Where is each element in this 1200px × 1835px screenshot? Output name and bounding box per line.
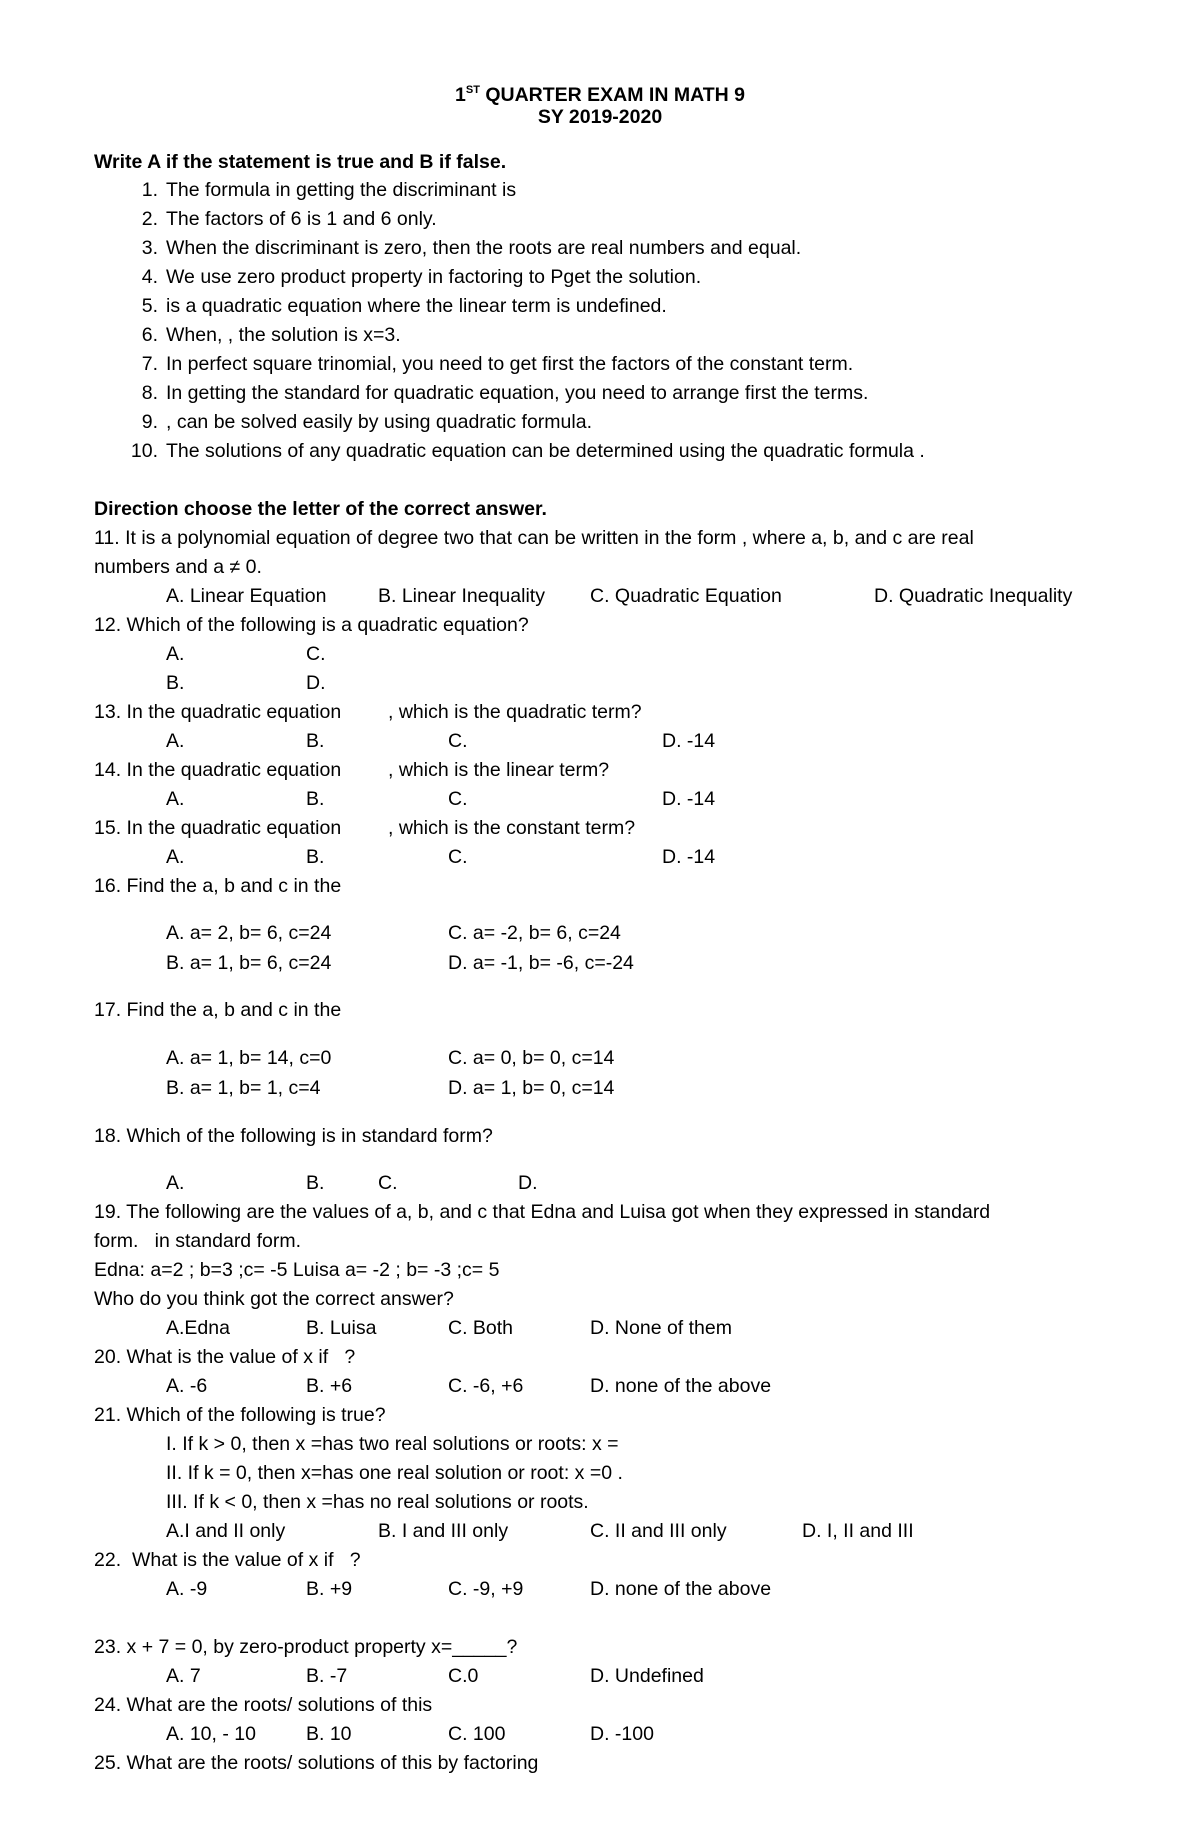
q17-option-c: C. a= 0, b= 0, c=14 [448,1047,615,1069]
q17-option-a: A. a= 1, b= 14, c=0 [166,1047,332,1069]
list-item: 6. When, , the solution is x=3. [141,324,401,346]
q11-stem-cont: numbers and a ≠ 0. [94,556,262,578]
q23-option-a: A. 7 [166,1665,201,1687]
q18-option-d: D. [518,1172,538,1194]
q14-option-a: A. [166,788,185,810]
q12-stem: 12. Which of the following is a quadratic equation? [94,614,529,636]
list-item: 1. The formula in getting the discriminant is [141,179,517,201]
q19-stem: 19. The following are the values of a, b, and c that Edna and Luisa got when they expressed in standard [94,1201,991,1223]
q22-option-a: A. -9 [166,1578,208,1600]
q13-option-d: D. -14 [662,730,716,752]
q21-stem: 21. Which of the following is true? [94,1404,386,1426]
q20-option-c: C. -6, +6 [448,1375,524,1397]
q19-stem-cont: form. in standard form. [94,1230,301,1252]
list-item: 7. In perfect square trinomial, you need to get first the factors of the constant term. [141,353,854,375]
q20-option-a: A. -6 [166,1375,208,1397]
q21-option-b: B. I and III only [378,1520,509,1542]
list-item: 4. We use zero product property in factoring to Pget the solution. [141,266,702,288]
q18-stem: 18. Which of the following is in standard form? [94,1125,493,1147]
q13-stem-post: , which is the quadratic term? [388,701,642,723]
part2-instruction: Direction choose the letter of the correct answer. [94,498,547,520]
q15-option-d: D. -14 [662,846,716,868]
q19-option-c: C. Both [448,1317,514,1339]
q14-stem-post: , which is the linear term? [388,759,610,781]
q22-option-c: C. -9, +9 [448,1578,524,1600]
q12-option-d: D. [306,672,326,694]
q21-option-a: A.I and II only [166,1520,286,1542]
q20-stem: 20. What is the value of x if ? [94,1346,356,1368]
q13-option-a: A. [166,730,185,752]
q19-option-b: B. Luisa [306,1317,377,1339]
q14-option-d: D. -14 [662,788,716,810]
q13-stem-pre: 13. In the quadratic equation [94,701,342,723]
q16-option-d: D. a= -1, b= -6, c=-24 [448,952,634,974]
q20-option-b: B. +6 [306,1375,353,1397]
title-number: 1 [455,84,466,106]
q15-option-b: B. [306,846,325,868]
list-item: 10. The solutions of any quadratic equation can be determined using the quadratic formula . [130,440,925,462]
q22-option-b: B. +9 [306,1578,353,1600]
q19-question: Who do you think got the correct answer? [94,1288,454,1310]
q18-option-c: C. [378,1172,398,1194]
q16-stem: 16. Find the a, b and c in the [94,875,342,897]
q18-option-b: B. [306,1172,325,1194]
title-text: QUARTER EXAM IN MATH 9 [479,84,745,106]
q24-option-a: A. 10, - 10 [166,1723,256,1745]
q24-option-c: C. 100 [448,1723,506,1745]
q14-option-c: C. [448,788,468,810]
q13-option-b: B. [306,730,325,752]
q20-option-d: D. none of the above [590,1375,772,1397]
q25-stem: 25. What are the roots/ solutions of this by factoring [94,1752,539,1774]
title-superscript: ST [465,84,480,96]
q22-stem: 22. What is the value of x if ? [94,1549,361,1571]
q12-option-a: A. [166,643,185,665]
list-item: 8. In getting the standard for quadratic equation, you need to arrange first the terms. [141,382,869,404]
q15-option-c: C. [448,846,468,868]
q14-option-b: B. [306,788,325,810]
q13-option-c: C. [448,730,468,752]
q22-option-d: D. none of the above [590,1578,772,1600]
q15-stem-post: , which is the constant term? [388,817,636,839]
q23-option-c: C.0 [448,1665,479,1687]
list-item: 5. is a quadratic equation where the linear term is undefined. [141,295,667,317]
list-item: 9. , can be solved easily by using quadratic formula. [141,411,592,433]
q16-option-a: A. a= 2, b= 6, c=24 [166,922,332,944]
q23-option-d: D. Undefined [590,1665,704,1687]
q16-option-c: C. a= -2, b= 6, c=24 [448,922,621,944]
q23-stem: 23. x + 7 = 0, by zero-product property x=_____? [94,1636,518,1658]
q15-option-a: A. [166,846,185,868]
q14-stem-pre: 14. In the quadratic equation [94,759,342,781]
q17-option-d: D. a= 1, b= 0, c=14 [448,1077,615,1099]
q11-option-b: B. Linear Inequality [378,585,545,607]
q21-statement-ii: II. If k = 0, then x=has one real solution or root: x =0 . [166,1462,623,1484]
q21-option-c: C. II and III only [590,1520,727,1542]
list-item: 2. The factors of 6 is 1 and 6 only. [141,208,437,230]
q11-option-c: C. Quadratic Equation [590,585,782,607]
exam-title [0,78,1200,107]
q15-stem-pre: 15. In the quadratic equation [94,817,342,839]
q17-stem: 17. Find the a, b and c in the [94,999,342,1021]
q21-statement-i: I. If k > 0, then x =has two real solutions or roots: x = [166,1433,619,1455]
q11-option-d: D. Quadratic Inequality [874,585,1073,607]
q19-option-a: A.Edna [166,1317,230,1339]
q11-stem: 11. It is a polynomial equation of degree two that can be written in the form , where a, b, and c are real [94,527,974,549]
q19-values: Edna: a=2 ; b=3 ;c= -5 Luisa a= -2 ; b= -3 ;c= 5 [94,1259,500,1281]
q19-option-d: D. None of them [590,1317,732,1339]
q24-stem: 24. What are the roots/ solutions of this [94,1694,433,1716]
q12-option-c: C. [306,643,326,665]
q21-statement-iii: III. If k < 0, then x =has no real solutions or roots. [166,1491,589,1513]
school-year: SY 2019-2020 [537,106,663,128]
q18-option-a: A. [166,1172,185,1194]
q16-option-b: B. a= 1, b= 6, c=24 [166,952,332,974]
q23-option-b: B. -7 [306,1665,348,1687]
q24-option-d: D. -100 [590,1723,654,1745]
q21-option-d: D. I, II and III [802,1520,914,1542]
list-item: 3. When the discriminant is zero, then the roots are real numbers and equal. [141,237,802,259]
part1-instruction: Write A if the statement is true and B if false. [94,151,507,173]
q24-option-b: B. 10 [306,1723,352,1745]
q11-option-a: A. Linear Equation [166,585,327,607]
q17-option-b: B. a= 1, b= 1, c=4 [166,1077,321,1099]
q12-option-b: B. [166,672,185,694]
